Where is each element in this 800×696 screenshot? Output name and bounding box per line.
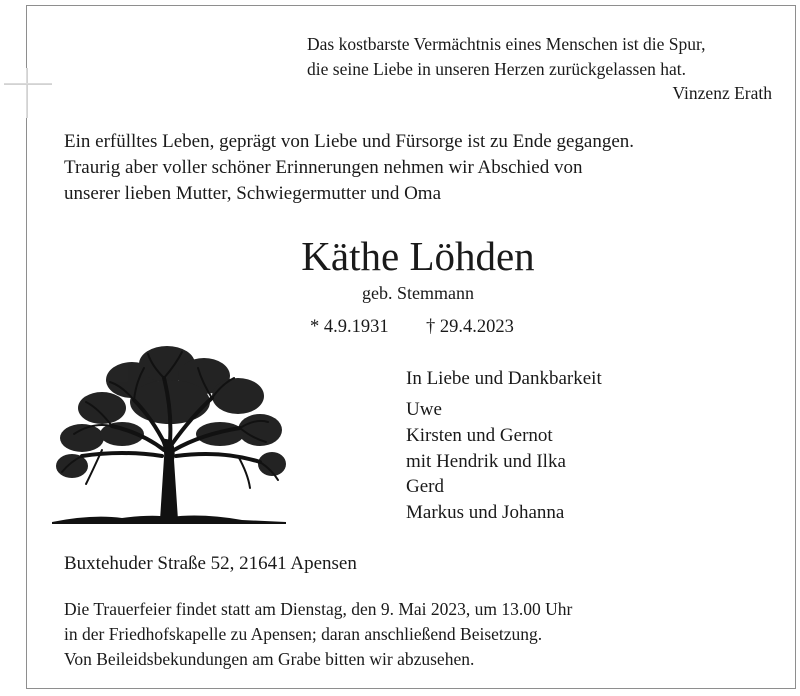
quote-line-1: Das kostbarste Vermächtnis eines Menschen ist die Spur,: [307, 34, 706, 54]
tree-silhouette: [52, 338, 286, 528]
family-member: Kirsten und Gernot: [406, 425, 553, 446]
service-line-1: Die Trauerfeier findet statt am Dienstag, den 9. Mai 2023, um 13.00 Uhr: [64, 599, 573, 619]
birth-name: geb. Stemmann: [362, 283, 474, 303]
family-heading: In Liebe und Dankbarkeit: [406, 368, 602, 389]
intro-line-1: Ein erfülltes Leben, geprägt von Liebe und Fürsorge ist zu Ende gegangen.: [64, 131, 635, 152]
quote-line-2: die seine Liebe in unseren Herzen zurückgelassen hat.: [307, 59, 687, 79]
death-date: † 29.4.2023: [426, 317, 514, 337]
family-member: Markus und Johanna: [406, 502, 565, 523]
cross-icon: [4, 68, 52, 118]
service-line-2: in der Friedhofskapelle zu Apensen; daran anschließend Beisetzung.: [64, 624, 543, 644]
family-member: Uwe: [406, 399, 442, 420]
birth-date: * 4.9.1931: [310, 317, 389, 337]
service-line-3: Von Beileidsbekundungen am Grabe bitten wir abzusehen.: [64, 649, 475, 669]
intro-line-3: unserer lieben Mutter, Schwiegermutter und Oma: [64, 183, 442, 204]
address: Buxtehuder Straße 52, 21641 Apensen: [64, 553, 357, 574]
family-member: Gerd: [406, 476, 444, 497]
quote-author: Vinzenz Erath: [672, 83, 772, 103]
intro-line-2: Traurig aber voller schöner Erinnerungen nehmen wir Abschied von: [64, 157, 583, 178]
deceased-name: Käthe Löhden: [301, 233, 535, 279]
family-member: mit Hendrik und Ilka: [406, 451, 566, 472]
